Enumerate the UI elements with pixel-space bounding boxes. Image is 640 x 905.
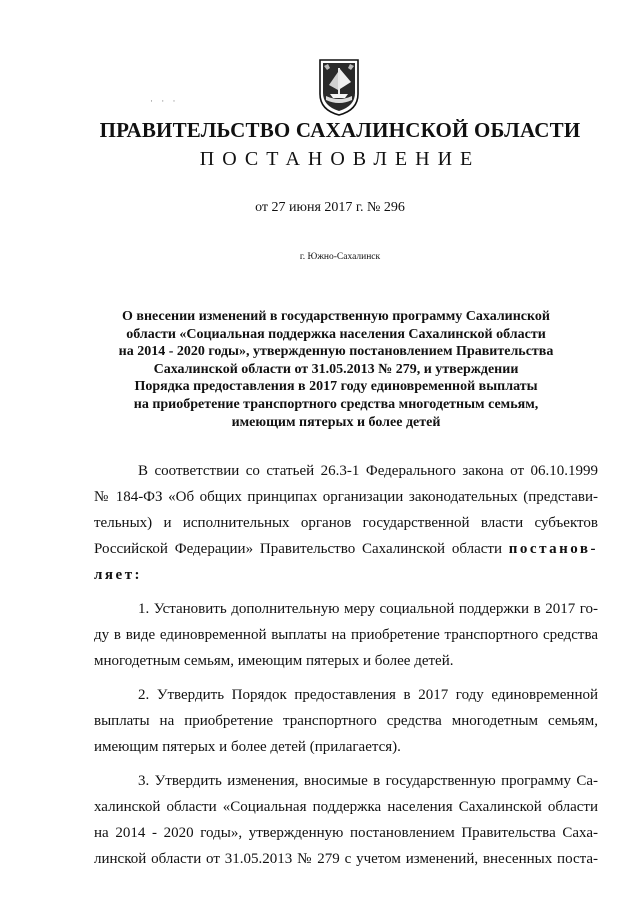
item-line: многодетным семьям, имеющим пятерых и более детей.	[94, 653, 454, 669]
resolution-keyword: постанов-	[508, 541, 598, 557]
subject-line: на приобретение транспортного средства многодетным семьям,	[133, 396, 539, 412]
item-paragraph-1	[94, 596, 598, 674]
scan-artifact: · · ·	[150, 96, 179, 106]
preamble-line: В соответствии со статьей 26.3-1 Федерального закона от 06.10.1999	[138, 463, 598, 479]
item-line: линской области от 31.05.2013 № 279 с учетом изменений, внесенных поста-	[94, 851, 598, 867]
document-city: г. Южно-Сахалинск	[299, 252, 381, 262]
subject-line: Сахалинской области от 31.05.2013 № 279, и утверждении	[153, 361, 519, 377]
item-paragraph-3	[94, 768, 598, 872]
subject-line: имеющим пятерых и более детей	[231, 414, 441, 430]
document-date-number: от 27 июня 2017 г. № 296	[255, 200, 405, 215]
government-title: ПРАВИТЕЛЬСТВО САХАЛИНСКОЙ ОБЛАСТИ	[99, 118, 581, 142]
item-line: на 2014 - 2020 годы», утвержденную постановлением Правительства Саха-	[94, 825, 598, 841]
subject-line: Порядка предоставления в 2017 году единовременной выплаты	[134, 379, 538, 395]
subject-line: О внесении изменений в государственную программу Сахалинской	[122, 309, 550, 324]
subject-line: области «Социальная поддержка населения Сахалинской области	[126, 326, 546, 342]
preamble-paragraph	[94, 458, 598, 588]
preamble-line: № 184-ФЗ «Об общих принципах организации законодательных (представи-	[94, 489, 598, 505]
preamble-line: Российской Федерации» Правительство Сахалинской области	[94, 541, 502, 557]
document-subject	[92, 308, 580, 431]
item-paragraph-2	[94, 682, 598, 760]
coat-of-arms-icon	[318, 58, 360, 116]
item-line: ду в виде единовременной выплаты на приобретение транспортного средства	[94, 627, 598, 643]
subject-line: на 2014 - 2020 годы», утвержденную постановлением Правительства	[118, 344, 554, 360]
document-body	[94, 458, 598, 872]
item-line: 2. Утвердить Порядок предоставления в 2017 году единовременной	[138, 687, 598, 703]
document-type: ПОСТАНОВЛЕНИЕ	[199, 148, 481, 170]
item-line: 1. Установить дополнительную меру социальной поддержки в 2017 го-	[138, 601, 598, 617]
item-line: халинской области «Социальная поддержка населения Сахалинской области	[94, 799, 598, 815]
item-line: 3. Утвердить изменения, вносимые в государственную программу Са-	[138, 773, 598, 789]
preamble-line-with-keyword	[94, 536, 598, 562]
item-line: выплаты на приобретение транспортного средства многодетным семьям,	[94, 713, 598, 729]
preamble-line: тельных) и исполнительных органов государственной власти субъектов	[94, 515, 598, 531]
resolution-keyword-end: ляет:	[94, 567, 143, 583]
item-line: имеющим пятерых и более детей (прилагается).	[94, 739, 401, 755]
